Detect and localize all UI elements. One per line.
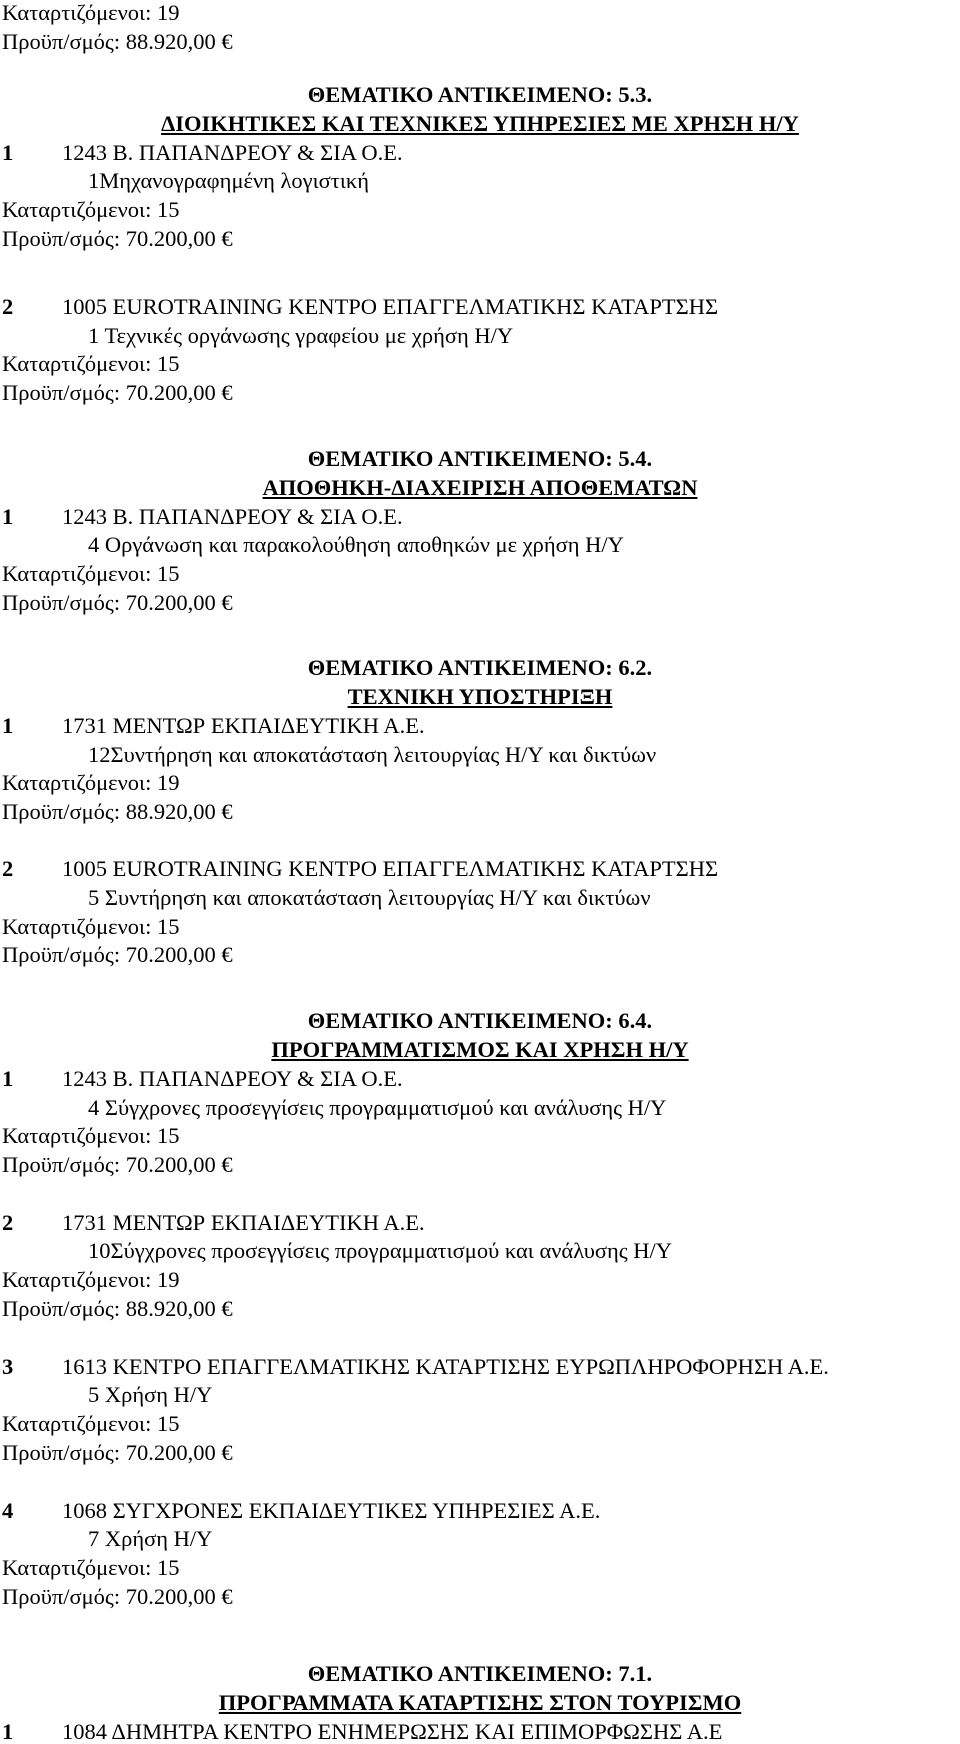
entry-number: 4 [2,1498,14,1523]
entry-provider: 1243 Β. ΠΑΠΑΝΔΡΕΟΥ & ΣΙΑ Ο.Ε. [62,140,403,165]
section-heading: ΘΕΜΑΤΙΚΟ ΑΝΤΙΚΕΙΜΕΝΟ: 6.2. [307,655,653,680]
entry-course: 1Μηχανογραφημένη λογιστική [88,168,369,193]
section-heading: ΘΕΜΑΤΙΚΟ ΑΝΤΙΚΕΙΜΕΝΟ: 7.1. [307,1661,653,1686]
trainees-label: Καταρτιζόμενοι: [2,351,152,376]
trainees-value: 15 [156,197,180,222]
entry-number: 1 [2,713,14,738]
budget-label: Προϋπ/σμός: [2,590,121,615]
entry-number: 1 [2,504,14,529]
budget-value: 88.920,00 € [125,29,233,54]
budget-label: Προϋπ/σμός: [2,1152,121,1177]
section-title: ΔΙΟΙΚΗΤΙΚΕΣ ΚΑΙ ΤΕΧΝΙΚΕΣ ΥΠΗΡΕΣΙΕΣ ΜΕ ΧΡΗΣΗ Η/Υ [161,111,799,136]
entry-budget [2,1442,233,1465]
trainees-label: Καταρτιζόμενοι: [2,770,152,795]
entry-budget [2,382,233,405]
trainees-value: 19 [156,770,180,795]
entry-budget [2,1586,233,1609]
top-trainees-line [2,2,179,25]
trainees-value: 19 [156,1267,180,1292]
budget-value: 70.200,00 € [125,1440,233,1465]
entry-budget [2,592,233,615]
entry-trainees [2,1557,179,1580]
trainees-label: Καταρτιζόμενοι: [2,197,152,222]
entry-provider: 1613 ΚΕΝΤΡΟ ΕΠΑΓΓΕΛΜΑΤΙΚΗΣ ΚΑΤΑΡΤΙΣΗΣ ΕΥΡΩΠΛΗΡΟΦΟΡΗΣΗ Α.Ε. [62,1354,829,1379]
trainees-label: Καταρτιζόμενοι: [2,0,152,25]
trainees-value: 15 [156,1555,180,1580]
section-title: ΑΠΟΘΗΚΗ-ΔΙΑΧΕΙΡΙΣΗ ΑΠΟΘΕΜΑΤΩΝ [262,475,698,500]
section-heading: ΘΕΜΑΤΙΚΟ ΑΝΤΙΚΕΙΜΕΝΟ: 5.4. [307,446,653,471]
budget-value: 70.200,00 € [125,942,233,967]
entry-provider: 1731 ΜΕΝΤΩΡ ΕΚΠΑΙΔΕΥΤΙΚΗ Α.Ε. [62,713,425,738]
entry-number: 2 [2,856,14,881]
entry-number: 1 [2,1719,14,1744]
budget-value: 88.920,00 € [125,799,233,824]
entry-course: 4 Σύγχρονες προσεγγίσεις προγραμματισμού και ανάλυσης Η/Υ [88,1095,667,1120]
entry-trainees [2,563,179,586]
entry-provider: 1731 ΜΕΝΤΩΡ ΕΚΠΑΙΔΕΥΤΙΚΗ Α.Ε. [62,1210,425,1235]
entry-number: 2 [2,294,14,319]
entry-course: 12Συντήρηση και αποκατάσταση λειτουργίας Η/Υ και δικτύων [88,742,657,767]
trainees-value: 19 [156,0,180,25]
entry-trainees [2,772,179,795]
entry-course: 7 Χρήση Η/Υ [88,1526,213,1551]
entry-trainees [2,1125,179,1148]
entry-budget [2,1298,233,1321]
entry-trainees [2,1413,179,1436]
entry-course: 10Σύγχρονες προσεγγίσεις προγραμματισμού και ανάλυσης Η/Υ [88,1238,673,1263]
section-title: ΠΡΟΓΡΑΜΜΑΤΙΣΜΟΣ ΚΑΙ ΧΡΗΣΗ Η/Υ [271,1037,689,1062]
entry-trainees [2,353,179,376]
entry-provider: 1084 ΔΗΜΗΤΡΑ ΚΕΝΤΡΟ ΕΝΗΜΕΡΩΣΗΣ ΚΑΙ ΕΠΙΜΟΡΦΩΣΗΣ Α.Ε [62,1719,723,1744]
entry-course: 4 Οργάνωση και παρακολούθηση αποθηκών με χρήση Η/Υ [88,532,624,557]
budget-label: Προϋπ/σμός: [2,1296,121,1321]
trainees-label: Καταρτιζόμενοι: [2,1267,152,1292]
section-title: ΠΡΟΓΡΑΜΜΑΤΑ ΚΑΤΑΡΤΙΣΗΣ ΣΤΟΝ ΤΟΥΡΙΣΜΟ [218,1690,742,1715]
budget-value: 70.200,00 € [125,226,233,251]
entry-provider: 1005 EUROTRAINING ΚΕΝΤΡΟ ΕΠΑΓΓΕΛΜΑΤΙΚΗΣ ΚΑΤΑΡΤΣΗΣ [62,294,719,319]
budget-label: Προϋπ/σμός: [2,380,121,405]
trainees-value: 15 [156,561,180,586]
entry-number: 3 [2,1354,14,1379]
trainees-label: Καταρτιζόμενοι: [2,914,152,939]
entry-provider: 1243 Β. ΠΑΠΑΝΔΡΕΟΥ & ΣΙΑ Ο.Ε. [62,1066,403,1091]
budget-value: 70.200,00 € [125,1584,233,1609]
entry-budget [2,228,233,251]
entry-trainees [2,199,179,222]
budget-value: 70.200,00 € [125,1152,233,1177]
section-title: ΤΕΧΝΙΚΗ ΥΠΟΣΤΗΡΙΞΗ [347,684,613,709]
entry-budget [2,944,233,967]
budget-label: Προϋπ/σμός: [2,942,121,967]
entry-course: 5 Χρήση Η/Υ [88,1382,213,1407]
budget-label: Προϋπ/σμός: [2,226,121,251]
trainees-value: 15 [156,1411,180,1436]
entry-provider: 1068 ΣΥΓΧΡΟΝΕΣ ΕΚΠΑΙΔΕΥΤΙΚΕΣ ΥΠΗΡΕΣΙΕΣ Α.Ε. [62,1498,601,1523]
trainees-value: 15 [156,1123,180,1148]
section-heading: ΘΕΜΑΤΙΚΟ ΑΝΤΙΚΕΙΜΕΝΟ: 6.4. [307,1008,653,1033]
entry-course: 5 Συντήρηση και αποκατάσταση λειτουργίας Η/Υ και δικτύων [88,885,651,910]
budget-label: Προϋπ/σμός: [2,1440,121,1465]
trainees-label: Καταρτιζόμενοι: [2,561,152,586]
entry-course: 1 Τεχνικές οργάνωσης γραφείου με χρήση Η/Υ [88,323,514,348]
entry-budget [2,1154,233,1177]
entry-number: 1 [2,140,14,165]
budget-label: Προϋπ/σμός: [2,1584,121,1609]
budget-value: 88.920,00 € [125,1296,233,1321]
trainees-value: 15 [156,914,180,939]
budget-label: Προϋπ/σμός: [2,29,121,54]
entry-provider: 1005 EUROTRAINING ΚΕΝΤΡΟ ΕΠΑΓΓΕΛΜΑΤΙΚΗΣ ΚΑΤΑΡΤΣΗΣ [62,856,719,881]
section-heading: ΘΕΜΑΤΙΚΟ ΑΝΤΙΚΕΙΜΕΝΟ: 5.3. [307,82,653,107]
entry-trainees [2,916,179,939]
entry-budget [2,801,233,824]
entry-number: 2 [2,1210,14,1235]
trainees-label: Καταρτιζόμενοι: [2,1123,152,1148]
entry-trainees [2,1269,179,1292]
budget-label: Προϋπ/σμός: [2,799,121,824]
entry-number: 1 [2,1066,14,1091]
trainees-label: Καταρτιζόμενοι: [2,1411,152,1436]
top-budget-line [2,31,233,54]
budget-value: 70.200,00 € [125,380,233,405]
trainees-label: Καταρτιζόμενοι: [2,1555,152,1580]
trainees-value: 15 [156,351,180,376]
entry-provider: 1243 Β. ΠΑΠΑΝΔΡΕΟΥ & ΣΙΑ Ο.Ε. [62,504,403,529]
budget-value: 70.200,00 € [125,590,233,615]
